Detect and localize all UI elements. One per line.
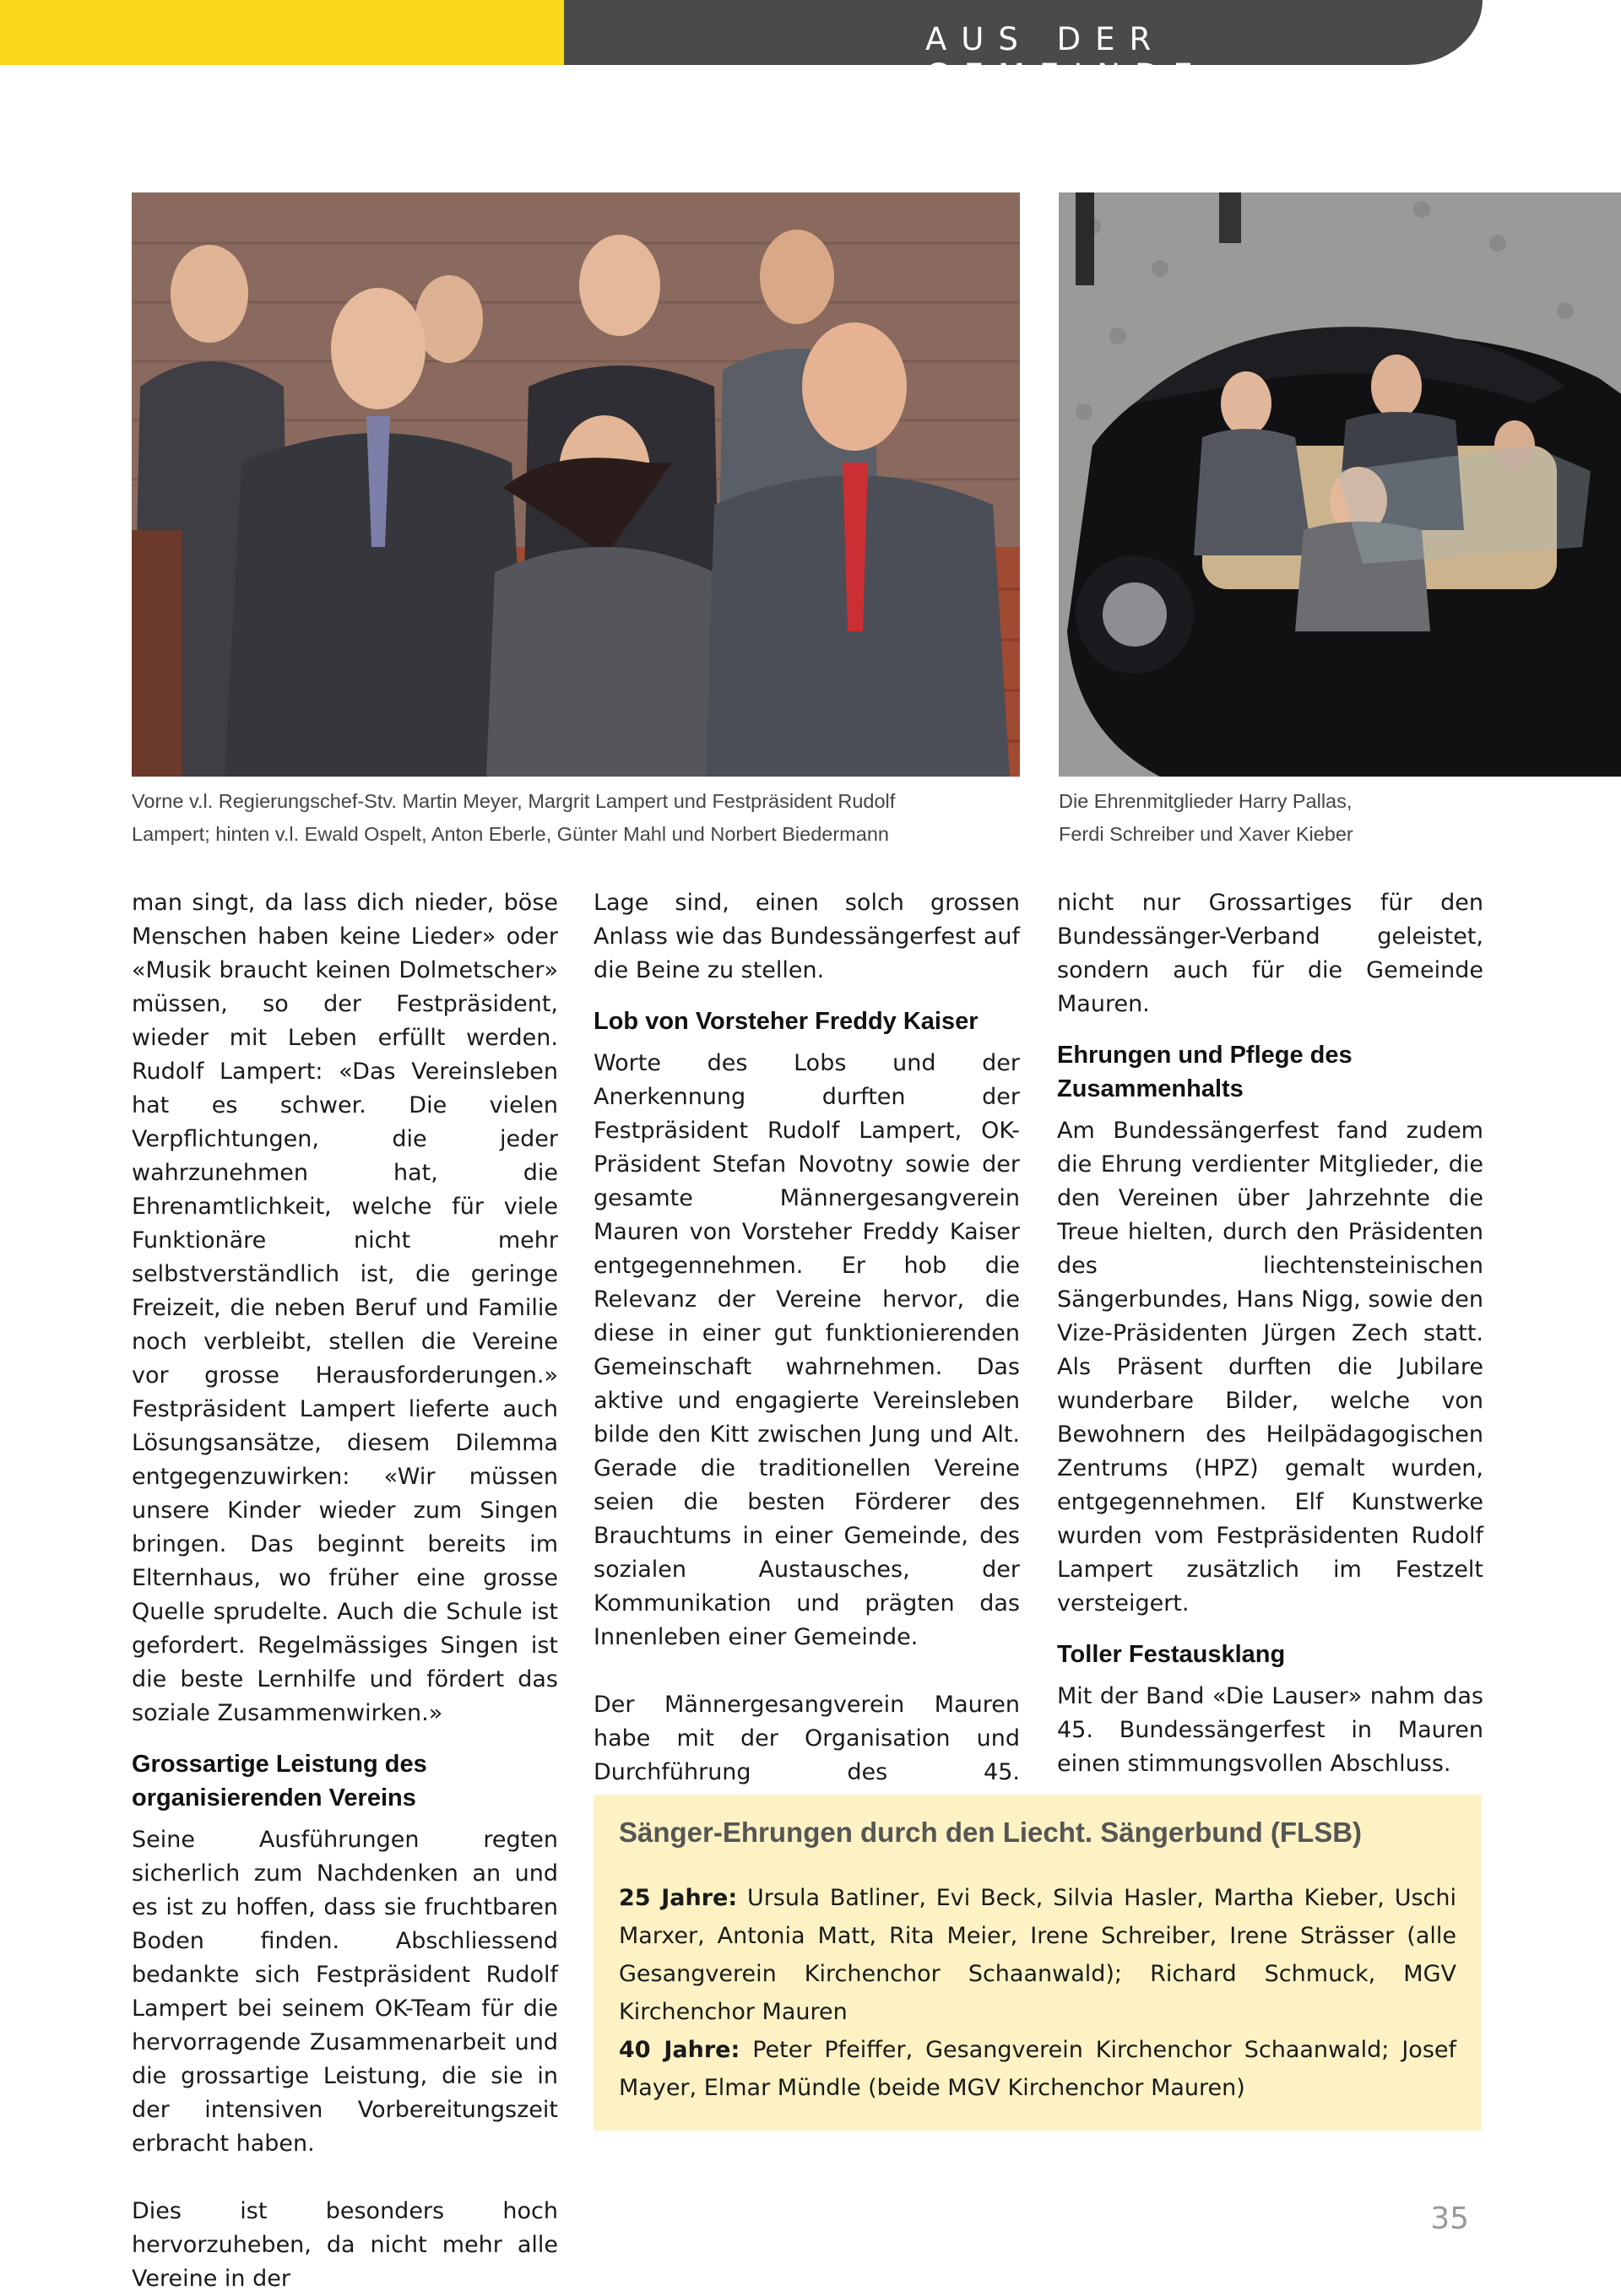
subheading: Ehrungen und Pflege des Zusammenhalts [1057, 1042, 1353, 1102]
text-column-1 [132, 886, 558, 2296]
honors-25-years [619, 1879, 1456, 2031]
photo-caption-left [132, 785, 1027, 851]
page-number: 35 [1430, 2201, 1469, 2236]
convertible-photo [1059, 192, 1621, 777]
group-photo [132, 192, 1020, 777]
paragraph: Dies ist besonders hoch hervorzuheben, da nicht mehr alle Vereine in der [132, 2198, 558, 2292]
label-40-years: 40 Jahre: [619, 2037, 740, 2063]
box-title: Sänger-Ehrungen durch den Liecht. Sängerbund (FLSB) [619, 1817, 1363, 1848]
header-accent-bar [0, 0, 564, 65]
honors-40-years [619, 2031, 1456, 2107]
paragraph: Der Männergesangverein Mauren habe mit der Organisation und Durchführung des 45. [594, 1692, 1020, 1785]
paragraph: Am Bundessängerfest fand zudem die Ehrung verdienter Mitglieder, die den Vereinen über Jahrzehnte die Treue hielten, durch den Präsidenten des liechtensteinischen Sängerbundes, Hans Nigg, sowie den Vize-Präsidenten Jürgen Zech statt. Als Präsent durften die Jubilare wunderbare Bilder, welche von Bewohnern des Heilpädagogischen Zentrums (HPZ) gemalt wurden, entgegennehmen. Elf Kunstwerke wurden vom Festpräsidenten Rudolf Lampert zusätzlich im Festzelt versteigert. [1057, 1118, 1483, 1616]
paragraph: Worte des Lobs und der Anerkennung durften der Festpräsident Rudolf Lampert, OK-Präsident Stefan Novotny sowie der gesamte Männergesangverein Mauren von Vorsteher Freddy Kaiser entgegennehmen. Er hob die Relevanz der Vereine hervor, die diese in einer gut funktionierenden Gemeinschaft wahrnehmen. Das aktive und engagierte Vereinsleben bilde den Kitt zwischen Jung und Alt. Gerade die traditionellen Vereine seien die besten Förderer des Brauchtums in einer Gemeinde, des sozialen Austausches, der Kommunikation und prägten das Innenleben einer Gemeinde. [594, 1050, 1020, 1650]
section-title: AUS DER GEMEINDE [925, 21, 1207, 94]
caption-line: Lampert; hinten v.l. Ewald Ospelt, Anton Eberle, Günter Mahl und Norbert Biedermann [132, 823, 889, 845]
caption-line: Die Ehrenmitglieder Harry Pallas, [1059, 790, 1353, 812]
text-column-2 [594, 886, 1020, 1823]
paragraph: Mit der Band «Die Lauser» nahm das 45. Bundessängerfest in Mauren einen stimmungsvollen Abschluss. [1057, 1683, 1483, 1777]
names-25-years: Ursula Batliner, Evi Beck, Silvia Hasler, Martha Kieber, Uschi Marxer, Antonia Matt, Rita Meier, Irene Schreiber, Irene Strässer (alle Gesangverein Kirchenchor Schaanwald); Richard Schmuck, MGV Kirchenchor Mauren [619, 1885, 1456, 2025]
label-25-years: 25 Jahre: [619, 1885, 738, 1911]
paragraph: man singt, da lass dich nieder, böse Menschen haben keine Lieder» oder «Musik braucht keinen Dolmetscher» müssen, so der Festpräsident, wieder mit Leben erfüllt werden. Rudolf Lampert: «Das Vereinsleben hat es schwer. Die vielen Verpflichtungen, die jeder wahrzunehmen hat, die Ehrenamtlichkeit, welche für viele Funktionäre nicht mehr selbstverständlich ist, die geringe Freizeit, die neben Beruf und Familie noch verbleibt, stellen die Vereine vor grosse Herausforderungen.» Festpräsident Lampert lieferte auch Lösungsansätze, diesem Dilemma entgegenzuwirken: «Wir müssen unsere Kinder wieder zum Singen bringen. Das beginnt bereits im Elternhaus, wo früher eine grosse Quelle sprudelte. Auch die Schule ist gefordert. Regelmässiges Singen ist die beste Lernhilfe und fördert das soziale Zusammenwirken.» [132, 890, 558, 1726]
text-column-3 [1057, 886, 1483, 1781]
honors-box [594, 1795, 1482, 2131]
paragraph: Seine Ausführungen regten sicherlich zum Nachdenken an und es ist zu hoffen, dass sie fruchtbaren Boden finden. Abschliessend bedankte sich Festpräsident Rudolf Lampert bei seinem OK-Team für die hervorragende Zusammenarbeit und die grossartige Leistung, die sie in der intensiven Vorbereitungszeit erbracht haben. [132, 1827, 558, 2157]
paragraph: nicht nur Grossartiges für den Bundessänger-Verband geleistet, sondern auch für die Gemeinde Mauren. [1057, 890, 1483, 1017]
subheading: Toller Festausklang [1057, 1641, 1286, 1668]
caption-line: Ferdi Schreiber und Xaver Kieber [1059, 823, 1353, 845]
photo-caption-right [1059, 785, 1616, 851]
caption-line: Vorne v.l. Regierungschef-Stv. Martin Meyer, Margrit Lampert und Festpräsident Rudolf [132, 790, 896, 812]
subheading: Lob von Vorsteher Freddy Kaiser [594, 1008, 979, 1035]
names-40-years: Peter Pfeiffer, Gesangverein Kirchenchor Schaanwald; Josef Mayer, Elmar Mündle (beide MGV Kirchenchor Mauren) [619, 2037, 1457, 2101]
paragraph: Lage sind, einen solch grossen Anlass wie das Bundessängerfest auf die Beine zu stellen. [594, 890, 1020, 983]
subheading: Grossartige Leistung des organisierenden Vereins [132, 1751, 427, 1811]
